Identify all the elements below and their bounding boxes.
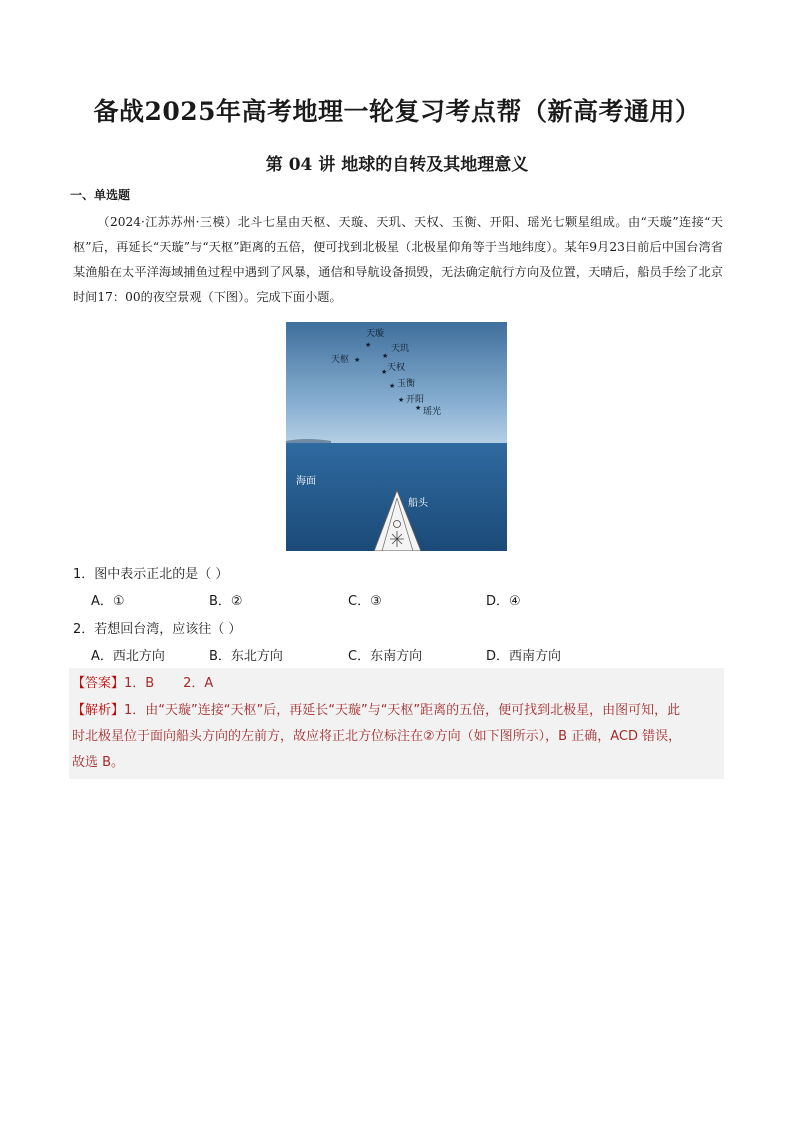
star-label-tianxuan: 天璇 [366, 329, 385, 339]
star-label-kaiyang: 开阳 [406, 395, 425, 405]
q2-option-c[interactable]: C．东南方向 [348, 649, 423, 664]
lesson-subtitle: 第 04 讲 地球的自转及其地理意义 [265, 155, 529, 175]
question-2-stem: 2．若想回台湾，应该往（ ） [73, 622, 242, 637]
q1-option-b[interactable]: B．② [209, 594, 243, 609]
q2-option-a[interactable]: A．西北方向 [91, 649, 165, 664]
q2-option-b[interactable]: B．东北方向 [209, 649, 283, 664]
analysis-row-2: 时北极星位于面向船头方向的左前方，故应将正北方位标注在②方向（如下图所示），B 正确，ACD 错误， [72, 729, 682, 744]
star-icon: ★ [389, 382, 396, 390]
intro-text: 北斗七星由天枢、天璇、天玑、天权、玉衡、开阳、瑶光七颗星组成。由“天璇”连接“天枢”后，再延长“天璇”与“天枢”距离的五倍，便可找到北极星（北极星仰角等于当地纬度）。某年9月23日前后中国台湾省某渔船在太平洋海域捕鱼过程中遇到了风暴，通信和导航设备损毁，无法确定航行方向及位置，天晴后，船员手绘了北京时间17：00的夜空景观（下图）。完成下面小题。 [73, 215, 723, 304]
question-intro [73, 210, 723, 310]
night-sky-figure [286, 322, 507, 551]
star-icon: ★ [398, 396, 405, 404]
analysis-label: 【解析】 [72, 703, 125, 718]
question-1-stem: 1．图中表示正北的是（ ） [73, 567, 229, 582]
answer-row [72, 672, 213, 691]
q1-option-d[interactable]: D．④ [486, 594, 521, 609]
star-icon: ★ [365, 341, 372, 349]
star-icon: ★ [354, 356, 361, 364]
q1-option-a[interactable]: A．① [91, 594, 125, 609]
star-label-tianji: 天玑 [391, 344, 410, 354]
q1-option-c[interactable]: C．③ [348, 594, 382, 609]
star-label-yaoguang: 瑶光 [423, 407, 442, 417]
sea-surface-label: 海面 [296, 476, 316, 487]
intro-source: （2024·江苏苏州·三模） [97, 215, 238, 229]
star-icon: ★ [382, 352, 389, 360]
analysis-text-1: 1．由“天璇”连接“天枢”后，再延长“天璇”与“天枢”距离的五倍，便可找到北极星，由图可知，此 [124, 703, 681, 718]
section-heading: 一、单选题 [70, 188, 131, 202]
answer-label: 【答案】 [72, 676, 125, 691]
q2-option-d[interactable]: D．西南方向 [486, 649, 562, 664]
analysis-row-1 [72, 699, 680, 718]
document-title: 备战2025年高考地理一轮复习考点帮（新高考通用） [93, 97, 701, 126]
star-icon: ★ [381, 368, 388, 376]
answer-text: 1．B 2．A [124, 676, 214, 691]
star-icon: ★ [415, 404, 422, 412]
star-label-tianquan: 天权 [387, 363, 406, 373]
star-label-tianshu: 天枢 [331, 355, 350, 365]
analysis-row-3: 故选 B。 [72, 755, 125, 770]
star-label-yuheng: 玉衡 [397, 379, 416, 389]
bow-label: 船头 [408, 498, 428, 509]
